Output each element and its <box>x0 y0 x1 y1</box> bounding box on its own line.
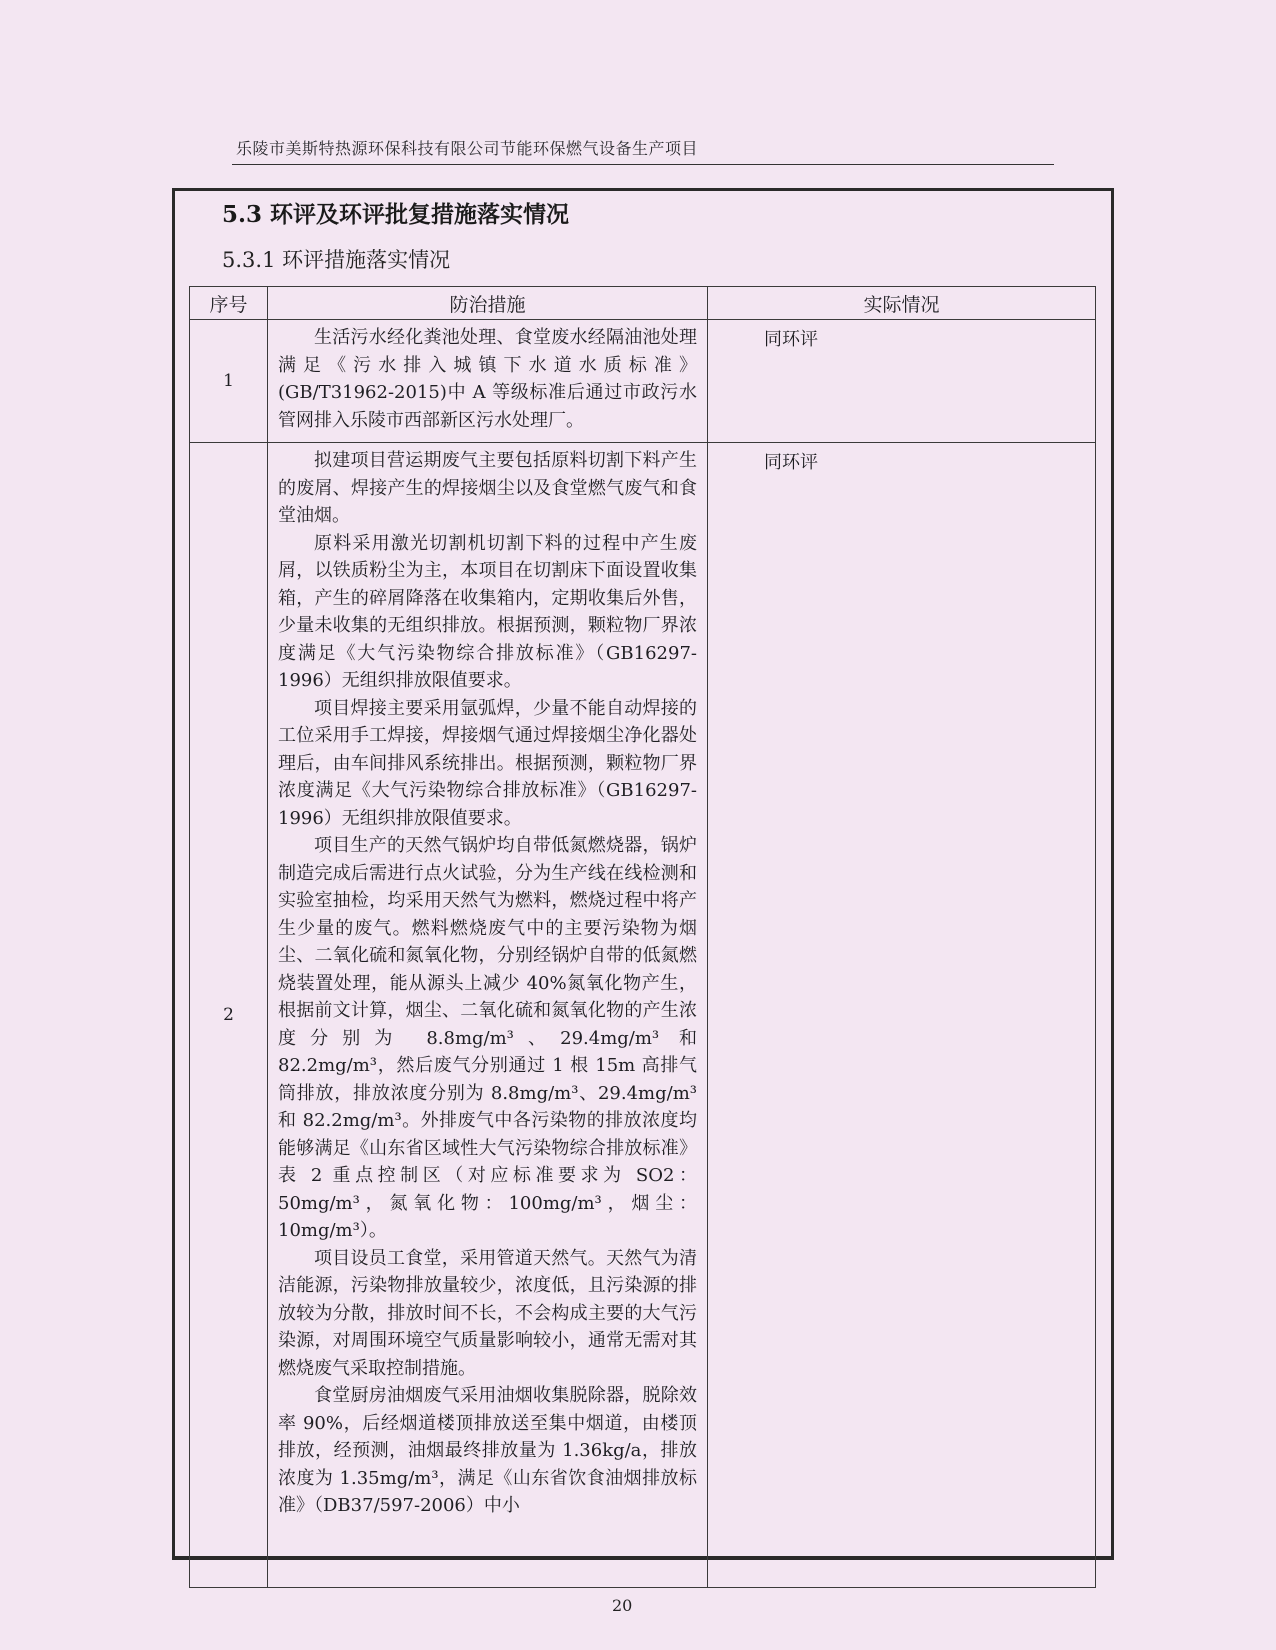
row-serial-no: 1 <box>190 320 268 443</box>
measure-paragraph: 项目焊接主要采用氩弧焊，少量不能自动焊接的工位采用手工焊接，焊接烟气通过焊接烟尘净化器处理后，由车间排风系统排出。根据预测，颗粒物厂界浓度满足《大气污染物综合排放标准》（GB16297-1996）无组织排放限值要求。 <box>278 697 697 829</box>
measure-paragraph: 生活污水经化粪池处理、食堂废水经隔油池处理满足《污水排入城镇下水道水质标准》(GB/T31962-2015)中 A 等级标准后通过市政污水管网排入乐陵市西部新区污水处理厂。 <box>278 327 697 431</box>
row-actual-situation: 同环评 <box>708 443 1096 1588</box>
row-measure-text <box>268 320 708 443</box>
section-title: 5.3 环评及环评批复措施落实情况 <box>222 201 570 228</box>
measure-paragraph: 项目生产的天然气锅炉均自带低氮燃烧器，锅炉制造完成后需进行点火试验，分为生产线在线检测和实验室抽检，均采用天然气为燃料，燃烧过程中将产生少量的废气。燃料燃烧废气中的主要污染物为烟尘、二氧化硫和氮氧化物，分别经锅炉自带的低氮燃烧装置处理，能从源头上减少 40%氮氧化物产生，根据前文计算，烟尘、二氧化硫和氮氧化物的产生浓度分别为 8.8mg/m³、29.4mg/m³ 和 82.2mg/m³，然后废气分别通过 1 根 15m 高排气筒排放，排放浓度分别为 8.8mg/m³、29.4mg/m³ 和 82.2mg/m³。外排废气中各污染物的排放浓度均能够满足《山东省区域性大气污染物综合排放标准》表 2 重点控制区（对应标准要求为 SO2：50mg/m³，氮氧化物：100mg/m³，烟尘：10mg/m³）。 <box>278 835 697 1241</box>
measure-paragraph: 食堂厨房油烟废气采用油烟收集脱除器，脱除效率 90%，后经烟道楼顶排放送至集中烟道，由楼顶排放，经预测，油烟最终排放量为 1.36kg/a，排放浓度为 1.35mg/m³，满足《山东省饮食油烟排放标准》（DB37/597-2006）中小 <box>278 1385 697 1516</box>
document-header-title: 乐陵市美斯特热源环保科技有限公司节能环保燃气设备生产项目 <box>236 139 699 158</box>
measure-paragraph: 拟建项目营运期废气主要包括原料切割下料产生的废屑、焊接产生的焊接烟尘以及食堂燃气废气和食堂油烟。 <box>278 450 697 526</box>
row-measure-text <box>268 443 708 1588</box>
page-number: 20 <box>612 1596 633 1615</box>
header-prevention-measures: 防治措施 <box>268 287 708 320</box>
row-actual-situation: 同环评 <box>708 320 1096 443</box>
header-serial-no: 序号 <box>190 287 268 320</box>
measures-table <box>189 286 1096 1588</box>
measure-paragraph: 项目设员工食堂，采用管道天然气。天然气为清洁能源，污染物排放量较少，浓度低，且污染源的排放较为分散，排放时间不长，不会构成主要的大气污染源，对周围环境空气质量影响较小，通常无需对其燃烧废气采取控制措施。 <box>278 1247 697 1379</box>
header-actual-situation: 实际情况 <box>708 287 1096 320</box>
table-header-row <box>190 287 1096 320</box>
subsection-title: 5.3.1 环评措施落实情况 <box>222 248 451 272</box>
measure-paragraph: 原料采用激光切割机切割下料的过程中产生废屑，以铁质粉尘为主，本项目在切割床下面设置收集箱，产生的碎屑降落在收集箱内，定期收集后外售，少量未收集的无组织排放。根据预测，颗粒物厂界浓度满足《大气污染物综合排放标准》（GB16297-1996）无组织排放限值要求。 <box>278 532 697 691</box>
table-row <box>190 443 1096 1588</box>
header-divider <box>232 164 1054 165</box>
row-serial-no: 2 <box>190 443 268 1588</box>
table-row <box>190 320 1096 443</box>
